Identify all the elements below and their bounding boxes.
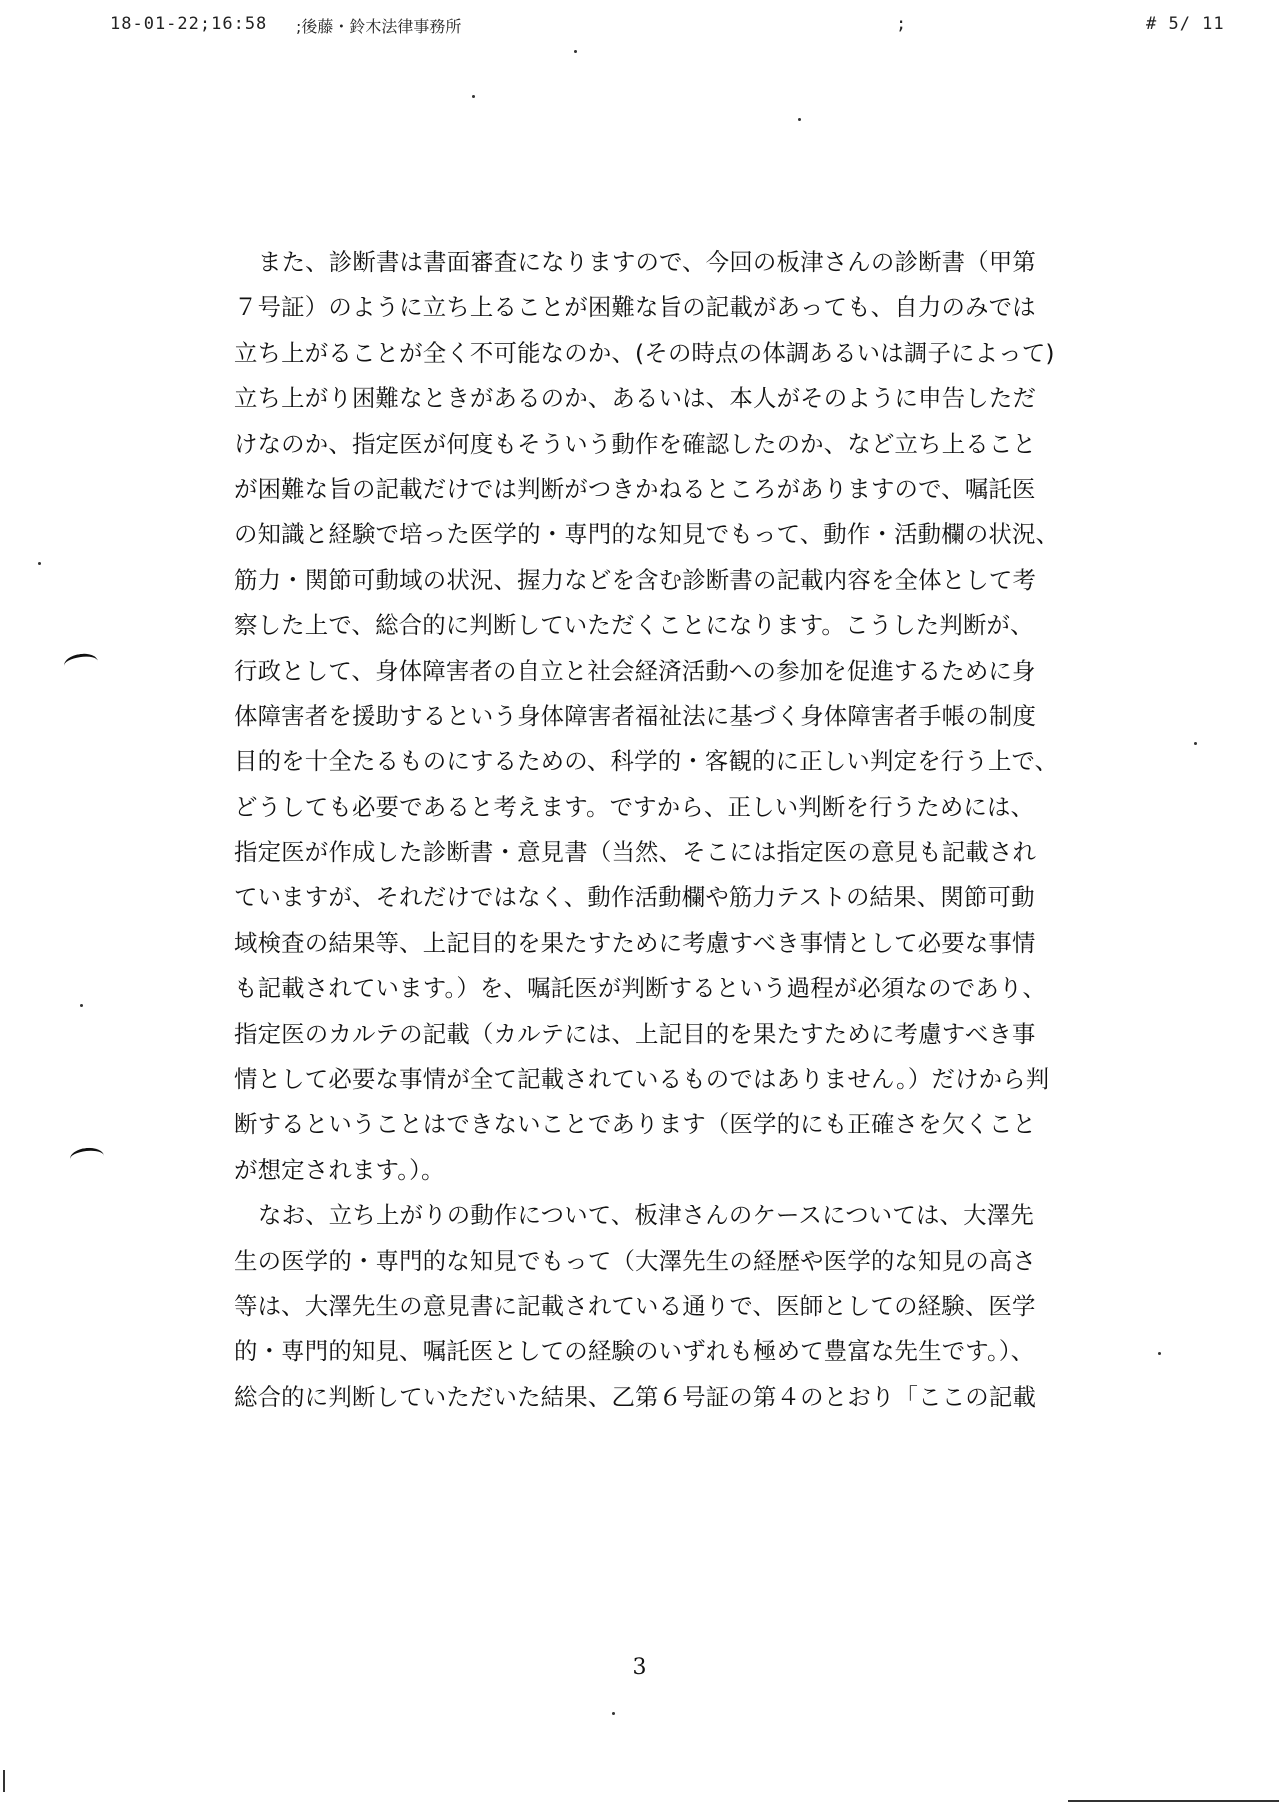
scan-speck xyxy=(612,1712,615,1715)
text-line: また、診断書は書面審査になりますので、今回の板津さんの診断書（甲第 xyxy=(258,248,1037,276)
text-line: 体障害者を援助するという身体障害者福祉法に基づく身体障害者手帳の制度 xyxy=(234,701,1037,730)
text-line: 行政として、身体障害者の自立と社会経済活動への参加を促進するために身 xyxy=(234,656,1036,685)
text-line: 指定医のカルテの記載（カルテには、上記目的を果たすために考慮すべき事 xyxy=(234,1019,1036,1048)
scan-artifact-mark xyxy=(69,1146,105,1168)
text-line: 察した上で、総合的に判断していただくことになります。こうした判断が、 xyxy=(234,611,1034,640)
document-body xyxy=(234,240,1100,1420)
paragraph-2 xyxy=(234,1193,1100,1420)
scan-speck xyxy=(574,50,577,53)
text-line: 生の医学的・専門的な知見でもって（大澤先生の経歴や医学的な知見の高さ xyxy=(234,1246,1037,1275)
scan-bottom-rule xyxy=(1068,1800,1279,1802)
text-line: 目的を十全たるものにするための、科学的・客観的に正しい判定を行う上で、 xyxy=(234,747,1059,776)
text-line: 立ち上がることが全く不可能なのか、(その時点の体調あるいは調子によって) xyxy=(234,338,1055,367)
paragraph-1 xyxy=(234,240,1100,1193)
text-line: 筋力・関節可動域の状況、握力などを含む診断書の記載内容を全体として考 xyxy=(234,565,1037,594)
text-line: が想定されます。）。 xyxy=(234,1155,445,1184)
text-line: 総合的に判断していただいた結果、乙第６号証の第４のとおり「ここの記載 xyxy=(234,1382,1037,1411)
scan-speck xyxy=(798,118,801,121)
text-line: 指定医が作成した診断書・意見書（当然、そこには指定医の意見も記載され xyxy=(234,838,1037,867)
scan-speck xyxy=(1158,1352,1161,1355)
scan-speck xyxy=(38,562,41,565)
text-line: ていますが、それだけではなく、動作活動欄や筋力テストの結果、関節可動 xyxy=(234,883,1035,912)
page-number: 3 xyxy=(632,1655,647,1680)
fax-sender: ;後藤・鈴木法律事務所 xyxy=(296,17,462,36)
scan-speck xyxy=(472,95,475,98)
fax-page-count: # 5/ 11 xyxy=(1146,14,1225,34)
text-line: 断するということはできないことであります（医学的にも正確さを欠くこと xyxy=(234,1110,1037,1139)
text-line: なお、立ち上がりの動作について、板津さんのケースについては、大澤先 xyxy=(258,1201,1034,1230)
scan-speck xyxy=(80,1004,83,1007)
text-line: 等は、大澤先生の意見書に記載されている通りで、医師としての経験、医学 xyxy=(234,1291,1036,1320)
text-line: 情として必要な事情が全て記載されているものではありません。）だけから判 xyxy=(234,1065,1050,1094)
text-line: の知識と経験で培った医学的・専門的な知見でもって、動作・活動欄の状況、 xyxy=(234,520,1060,549)
scan-speck xyxy=(1194,742,1197,745)
scan-edge-line xyxy=(3,1770,5,1792)
text-line: 立ち上がり困難なときがあるのか、あるいは、本人がそのように申告しただ xyxy=(234,384,1037,413)
fax-header xyxy=(0,14,1279,44)
text-line: ７号証）のように立ち上ることが困難な旨の記載があっても、自力のみでは xyxy=(234,293,1036,322)
text-line: 的・専門的知見、嘱託医としての経験のいずれも極めて豊富な先生です。）、 xyxy=(234,1337,1035,1366)
fax-datetime: 18-01-22;16:58 xyxy=(110,14,268,34)
fax-separator: ; xyxy=(896,14,907,34)
text-line: 域検査の結果等、上記目的を果たすために考慮すべき事情として必要な事情 xyxy=(234,928,1036,957)
text-line: けなのか、指定医が何度もそういう動作を確認したのか、など立ち上ること xyxy=(234,429,1037,458)
scan-artifact-mark xyxy=(63,652,99,676)
text-line: も記載されています。）を、嘱託医が判断するという過程が必須なのであり、 xyxy=(234,974,1047,1003)
text-line: が困難な旨の記載だけでは判断がつきかねるところがありますので、嘱託医 xyxy=(234,474,1036,503)
text-line: どうしても必要であると考えます。ですから、正しい判断を行うためには、 xyxy=(234,792,1035,821)
